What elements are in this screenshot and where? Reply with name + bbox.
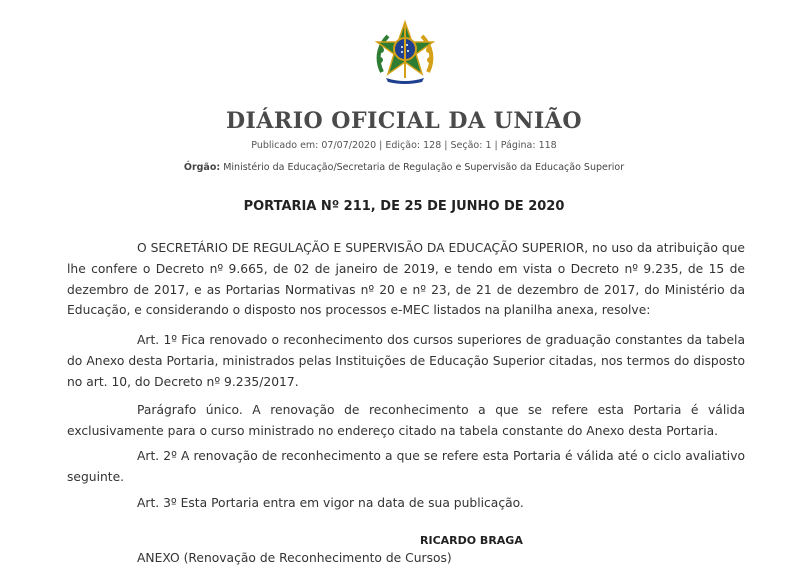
masthead-title: DIÁRIO OFICIAL DA UNIÃO (225, 108, 583, 134)
issuing-body (0, 162, 808, 173)
signature-name: RICARDO BRAGA (420, 534, 523, 547)
portaria-title: PORTARIA Nº 211, DE 25 DE JUNHO DE 2020 (243, 199, 565, 214)
paragraph-text: Art. 1º Fica renovado o reconhecimento dos cursos superiores de graduação constantes da tabela do Anexo desta Portaria, ministrados pelas Instituições de Educação Superior citadas, nos termos do disposto no art. 10, do Decreto nº 9.235/2017. (67, 333, 745, 389)
paragraph-art-2 (67, 446, 745, 488)
paragraph-text: Art. 2º A renovação de reconhecimento a que se refere esta Portaria é válida até o ciclo avaliativo seguinte. (67, 449, 745, 484)
paragraph-art-3 (67, 493, 745, 514)
paragraph-text: Parágrafo único. A renovação de reconhecimento a que se refere esta Portaria é válida exclusivamente para o curso ministrado no endereço citado na tabela constante do Anexo desta Portaria. (67, 403, 745, 438)
issuing-body-value: Ministério da Educação/Secretaria de Regulação e Supervisão da Educação Superior (223, 162, 625, 173)
publication-info: Publicado em: 07/07/2020 | Edição: 128 | Seção: 1 | Página: 118 (251, 140, 557, 151)
brazil-coat-of-arms-icon (372, 20, 438, 86)
paragraph-text: O SECRETÁRIO DE REGULAÇÃO E SUPERVISÃO DA EDUCAÇÃO SUPERIOR, no uso da atribuição que lhe confere o Decreto nº 9.665, de 02 de janeiro de 2019, e tendo em vista o Decreto nº 9.235, de 15 de dezembro de 2017, e as Portarias Normativas nº 20 e nº 23, de 21 de dezembro de 2017, do Ministério da Educação, e considerando o disposto nos processos e-MEC listados na planilha anexa, resolve: (67, 241, 745, 318)
annex-heading: ANEXO (Renovação de Reconhecimento de Cursos) (137, 551, 452, 565)
paragraph-art-1 (67, 330, 745, 392)
paragraph-sole-paragraph (67, 400, 745, 442)
paragraph-text: Art. 3º Esta Portaria entra em vigor na data de sua publicação. (137, 496, 524, 510)
issuing-body-label: Órgão: (183, 162, 221, 173)
paragraph-preamble (67, 238, 745, 321)
